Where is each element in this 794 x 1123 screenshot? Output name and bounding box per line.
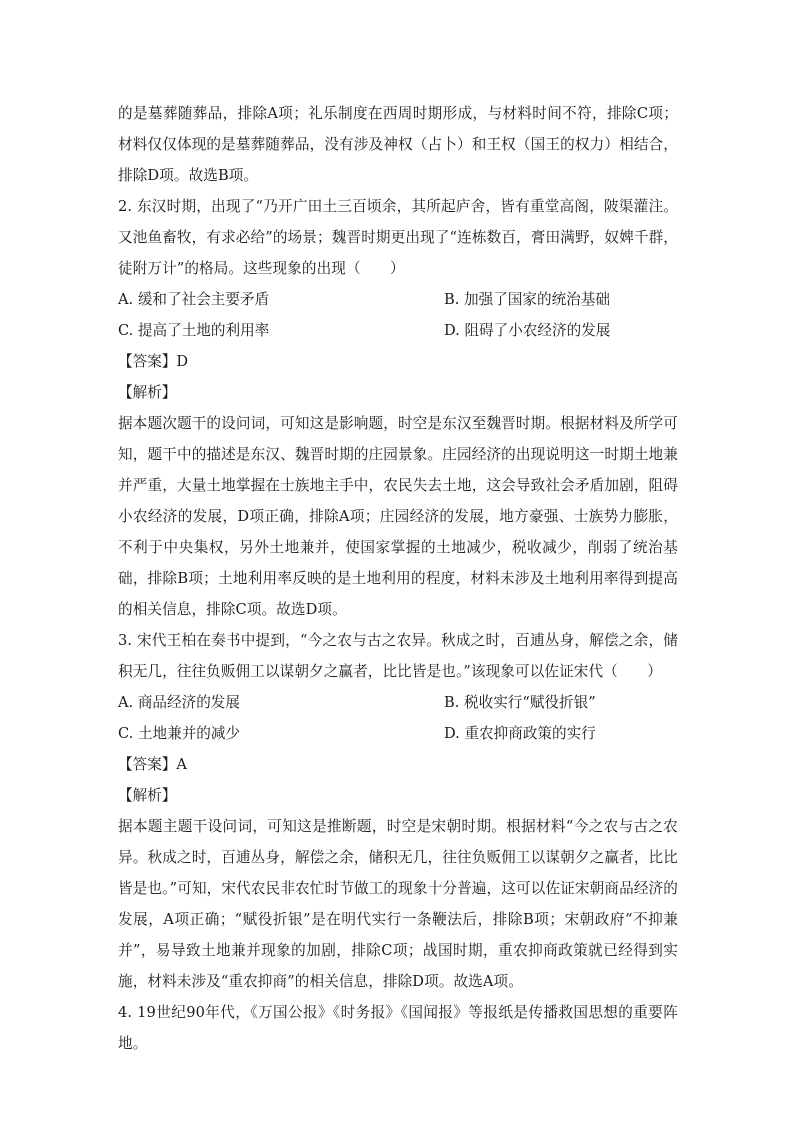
question-3-options-row-1 xyxy=(118,687,678,718)
question-3-options-row-2 xyxy=(118,718,678,749)
question-3-option-a: A. 商品经济的发展 xyxy=(118,694,240,711)
question-3-option-d: D. 重农抑商政策的实行 xyxy=(444,725,596,742)
question-2-answer: 【答案】D xyxy=(118,353,189,370)
question-2-options-row-1 xyxy=(118,284,678,315)
question-4 xyxy=(118,997,678,1059)
question-3 xyxy=(118,625,678,997)
question-2-options-row-2 xyxy=(118,315,678,346)
question-3-option-c: C. 土地兼并的减少 xyxy=(118,725,241,742)
question-2-option-d: D. 阻碍了小农经济的发展 xyxy=(444,322,611,339)
question-4-stem: 4. 19世纪90年代，《万国公报》《时务报》《国闻报》等报纸是传播救国思想的重要阵地。 xyxy=(118,1004,678,1052)
question-2-option-a: A. 缓和了社会主要矛盾 xyxy=(118,291,270,308)
question-3-analysis: 据本题主题干设问词，可知这是推断题，时空是宋朝时期。根据材料“今之农与古之农异。秋成之时，百逋丛身，解偿之余，储积无几，往往负贩佣工以谋朝夕之赢者，比比皆是也。”可知，宋代农民非农忙时节做工的现象十分普遍，这可以佐证宋朝商品经济的发展，A项正确；“赋役折银”是在明代实行一条鞭法后，排除B项；宋朝政府“不抑兼并”，易导致土地兼并现象的加剧，排除C项；战国时期，重农抑商政策就已经得到实施，材料未涉及“重农抑商”的相关信息，排除D项。故选A项。 xyxy=(118,818,678,990)
document-body xyxy=(118,98,678,1059)
question-3-answer: 【答案】A xyxy=(118,756,187,773)
question-3-analysis-label: 【解析】 xyxy=(118,787,177,804)
question-2-option-c: C. 提高了土地的利用率 xyxy=(118,322,270,339)
question-2-option-b: B. 加强了国家的统治基础 xyxy=(444,291,610,308)
question-3-stem: 3. 宋代王柏在奏书中提到，“今之农与古之农异。秋成之时，百逋丛身，解偿之余，储积无几，往往负贩佣工以谋朝夕之赢者，比比皆是也。”该现象可以佐证宋代（ ） xyxy=(118,632,678,680)
question-2-analysis: 据本题次题干的设问词，可知这是影响题，时空是东汉至魏晋时期。根据材料及所学可知，题干中的描述是东汉、魏晋时期的庄园景象。庄园经济的出现说明这一时期土地兼并严重，大量土地掌握在士族地主手中，农民失去土地，这会导致社会矛盾加剧，阻碍小农经济的发展，D项正确，排除A项；庄园经济的发展，地方豪强、士族势力膨胀，不利于中央集权，另外土地兼并，使国家掌握的土地减少，税收减少，削弱了统治基础，排除B项；土地利用率反映的是土地利用的程度，材料未涉及土地利用率得到提高的相关信息，排除C项。故选D项。 xyxy=(118,415,678,618)
question-3-option-b: B. 税收实行“赋役折银” xyxy=(444,694,596,711)
question-2-analysis-label: 【解析】 xyxy=(118,384,177,401)
question-2 xyxy=(118,191,678,625)
previous-analysis-continuation: 的是墓葬随葬品，排除A项；礼乐制度在西周时期形成，与材料时间不符，排除C项；材料仅仅体现的是墓葬随葬品，没有涉及神权（占卜）和王权（国王的权力）相结合，排除D项。故选B项。 xyxy=(118,105,678,184)
question-2-stem: 2. 东汉时期，出现了“乃开广田土三百顷余，其所起庐舍，皆有重堂高阁，陂渠灌注。又池鱼畜牧，有求必给”的场景；魏晋时期更出现了“连栋数百，膏田满野，奴婢千群，徒附万计”的格局。这些现象的出现（ ） xyxy=(118,198,678,277)
